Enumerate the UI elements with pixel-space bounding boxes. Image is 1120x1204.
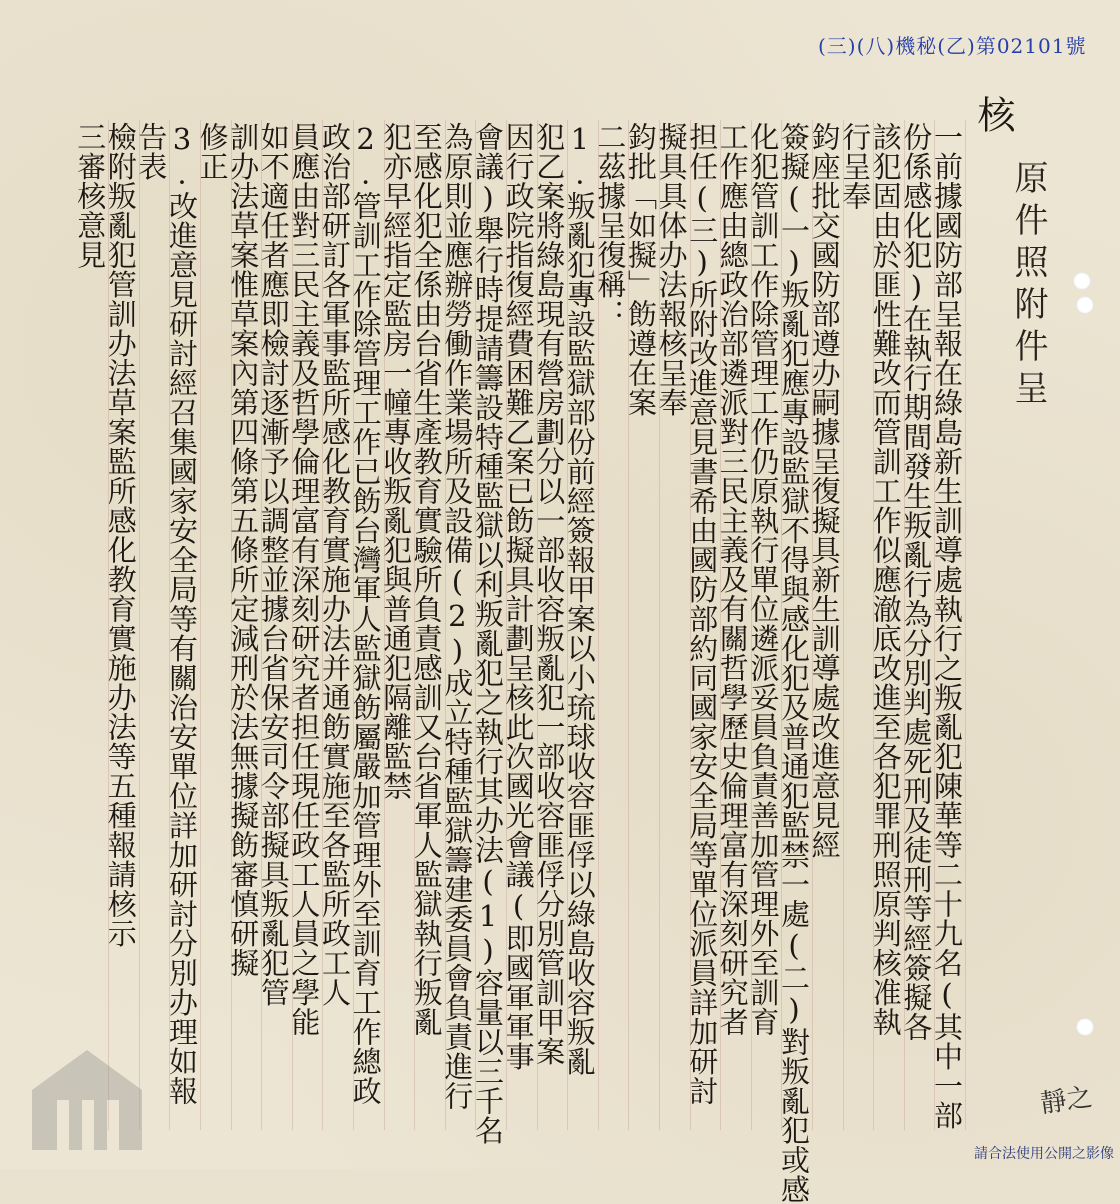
- column-rule: [781, 120, 782, 1130]
- text-column: 份係感化犯)在執行期間發生叛亂行為分別判處死刑及徒刑等經簽擬各: [899, 122, 934, 1042]
- text-column: 工作應由總政治部遴派對三民主義及有關哲學歷史倫理富有深刻研究者: [715, 122, 750, 1037]
- usage-watermark: 請合法使用公開之影像: [974, 1146, 1114, 1162]
- column-rule: [475, 120, 476, 1130]
- text-column: 因行政院指復經費困難乙案已飭擬具計劃呈核此次國光會議(即國軍軍事: [501, 122, 536, 1071]
- text-column: 一前據國防部呈報在綠島新生訓導處執行之叛亂犯陳華等二十九名(其中一部: [930, 122, 964, 1130]
- text-column: 二茲據呈復稱：: [593, 122, 628, 329]
- text-column: 犯乙案將綠島現有營房劃分以一部收容叛亂犯一部收容匪俘分別管訓甲案: [532, 122, 567, 1066]
- column-rule: [751, 120, 752, 1130]
- text-column: 鈞座批交國防部遵办嗣據呈復擬具新生訓導處改進意見經: [807, 122, 842, 860]
- text-column: 3.改進意見研討經召集國家安全局等有關治安單位詳加研討分別办理如報: [165, 122, 199, 1106]
- signature: 靜之: [1038, 1082, 1095, 1120]
- column-rule: [200, 120, 201, 1130]
- text-column: 該犯固由於匪性難改而管訓工作似應澈底改進至各犯罪刑照原判核准執: [868, 122, 903, 1037]
- punch-hole: [1076, 296, 1094, 314]
- column-rule: [720, 120, 721, 1130]
- text-column: 告表: [134, 122, 169, 181]
- column-rule: [598, 120, 599, 1130]
- text-column: 如不適任者應即檢討逐漸予以調整並據台省保安司令部擬具叛亂犯管: [256, 122, 291, 1007]
- column-rule: [231, 120, 232, 1130]
- column-rule: [812, 120, 813, 1130]
- text-column: 1.叛亂犯專設監獄部份前經簽報甲案以小琉球收容匪俘以綠島收容叛亂: [562, 122, 597, 1076]
- column-rule: [445, 120, 446, 1130]
- column-rule: [904, 120, 905, 1130]
- column-rule: [139, 120, 140, 1130]
- text-column: 行呈奉: [838, 122, 873, 211]
- column-rule: [169, 120, 170, 1130]
- column-rule: [353, 120, 354, 1130]
- column-rule: [934, 120, 935, 1130]
- column-rule: [873, 120, 874, 1130]
- text-column: 員應由對三民主義及哲學倫理富有深刻研究者担任現任政工人員之學能: [287, 122, 322, 1037]
- text-column: 為原則並應辦勞働作業場所及設備(2)成立特種監獄籌建委員會負責進行: [440, 122, 475, 1111]
- column-rule: [108, 120, 109, 1130]
- reference-stamp: (三)(八)機秘(乙)第02101號: [818, 34, 1087, 58]
- text-column: 政治部研訂各軍事監所感化教育實施办法并通飭實施至各監所政工人: [318, 122, 352, 1007]
- text-column: 會議)舉行時提請籌設特種監獄以利叛亂犯之執行其办法(1)容量以三千名: [471, 122, 505, 1145]
- text-column: 擬具具体办法報核呈奉: [654, 122, 689, 417]
- text-column: 犯亦早經指定監房一幢專收叛亂犯與普通犯隔離監禁: [379, 122, 414, 801]
- document-subtitle: 原件照附件呈: [1008, 160, 1048, 412]
- column-rule: [384, 120, 385, 1130]
- punch-hole: [1073, 272, 1091, 290]
- column-rule: [567, 120, 568, 1130]
- text-column: 化犯管訓工作除管理工作仍原執行單位遴派妥員負責善加管理外至訓育: [746, 122, 781, 1037]
- column-rule: [659, 120, 660, 1130]
- text-column: 修正: [195, 122, 230, 181]
- column-rule: [537, 120, 538, 1130]
- column-rule: [628, 120, 629, 1130]
- column-rule: [261, 120, 262, 1130]
- column-rule: [843, 120, 844, 1130]
- text-column: 訓办法草案惟草案內第四條第五條所定減刑於法無據擬飭審慎研擬: [226, 122, 261, 978]
- column-rule: [322, 120, 323, 1130]
- text-column: 鈞批「如擬」飭遵在案: [624, 122, 658, 417]
- column-rule: [506, 120, 507, 1130]
- text-column: 2.管訓工作除管理工作已飭台灣軍人監獄飭屬嚴加管理外至訓育工作總政: [348, 122, 383, 1106]
- text-column: 担任(三)所附改進意見書希由國防部約同國家安全局等單位派員詳加研討: [685, 122, 720, 1106]
- column-rule: [414, 120, 415, 1130]
- column-rule: [965, 120, 966, 1130]
- column-rule: [292, 120, 293, 1130]
- text-column: 三審核意見: [73, 122, 108, 270]
- column-rule: [690, 120, 691, 1130]
- text-column: 至感化犯全係由台省生產教育實驗所負責感訓又台省軍人監獄執行叛亂: [409, 122, 444, 1037]
- punch-hole: [1076, 1018, 1094, 1036]
- text-column: 簽擬(一)叛亂犯應專設監獄不得與感化犯及普通犯監禁一處(二)對叛亂犯或感: [777, 122, 811, 1204]
- text-column: 檢附叛亂犯管訓办法草案監所感化教育實施办法等五種報請核示: [103, 122, 138, 948]
- document-title: 核: [971, 95, 1015, 133]
